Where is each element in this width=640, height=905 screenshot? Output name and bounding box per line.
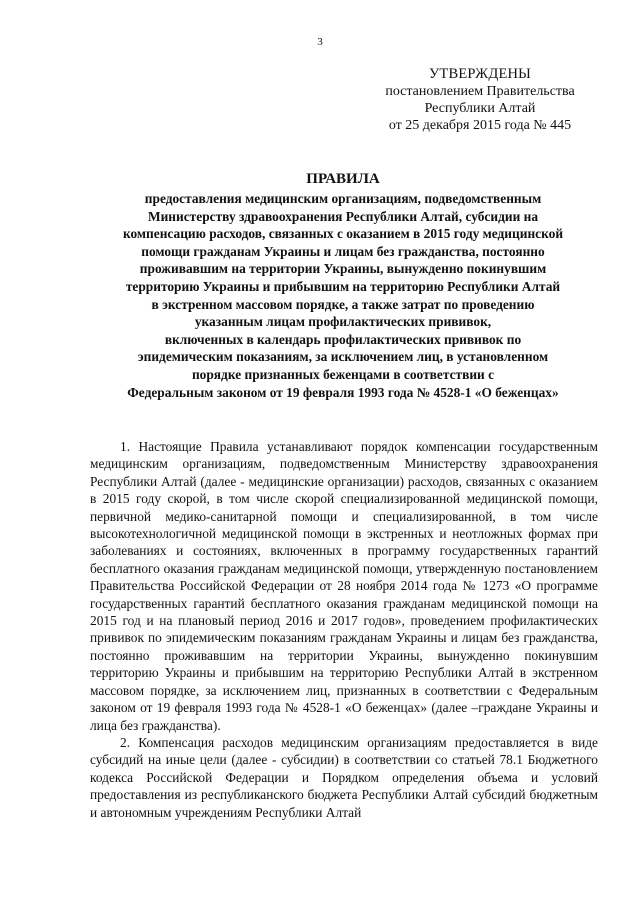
page-number: 3 bbox=[317, 36, 323, 48]
subtitle-line: компенсацию расходов, связанных с оказанием в 2015 году медицинской bbox=[122, 226, 564, 242]
subtitle-line: включенных в календарь профилактических прививок по bbox=[164, 331, 522, 347]
paragraph-1: 1. Настоящие Правила устанавливают порядок компенсации государственным медицинским организациям, подведомственным Министерству здравоохранения Республики Алтай (далее - медицинские организации) расходов, связанных с оказанием в 2015 году скорой, в том числе скорой специализированной медицинской помощи, первичной медико-санитарной помощи и специализированной, в том числе высокотехнологичной медицинской помощи в экстренных и неотложных формах при заболеваниях и состояниях, включенных в программу государственных гарантий бесплатного оказания гражданам медицинской помощи, утвержденную постановлением Правительства Российской Федерации от 28 ноября 2014 года № 1273 «О программе государственных гарантий бесплатного оказания гражданам медицинской помощи на 2015 год и на плановый период 2016 и 2017 годов», проведением профилактических прививок по эпидемическим показаниям гражданам Украины и лицам без гражданства, постоянно проживавшим на территории Украины, вынужденно покинувшим территорию Украины и прибывшим на территорию Республики Алтай в экстренном массовом порядке, за исключением лиц, признанных в соответствии с Федеральным законом от 19 февраля 1993 года № 4528-1 «О беженцах» (далее –граждане Украины и лица без гражданства). bbox=[90, 439, 598, 733]
subtitle-line: Министерству здравоохранения Республики Алтай, субсидии на bbox=[147, 208, 539, 224]
approval-title: УТВЕРЖДЕНЫ bbox=[428, 66, 532, 82]
document-heading bbox=[88, 170, 598, 401]
subtitle-line: эпидемическим показаниям, за исключением лиц, в установленном bbox=[137, 349, 549, 365]
subtitle-line: помощи гражданам Украины и лицам без гражданства, постоянно bbox=[141, 243, 545, 259]
subtitle-line: проживавшим на территории Украины, вынужденно покинувшим bbox=[139, 261, 547, 277]
subtitle-line: порядке признанных беженцами в соответствии с bbox=[191, 366, 495, 382]
document-title: ПРАВИЛА bbox=[306, 171, 380, 187]
approval-line-3: от 25 декабря 2015 года № 445 bbox=[388, 118, 572, 133]
paragraph-2: 2. Компенсация расходов медицинским организациям предоставляется в виде субсидий на иные цели (далее - субсидии) в соответствии со статьей 78.1 Бюджетного кодекса Российской Федерации и Порядком определения объема и условий предоставления из республиканского бюджета Республики Алтай субсидий бюджетным и автономным учреждениям Республики Алтай bbox=[90, 734, 598, 820]
approval-line-2: Республики Алтай bbox=[424, 101, 536, 116]
subtitle-line: указанным лицам профилактических прививок, bbox=[194, 314, 492, 330]
subtitle-line: Федеральным законом от 19 февраля 1993 года № 4528-1 «О беженцах» bbox=[127, 384, 559, 400]
approval-line-1: постановлением Правительства bbox=[385, 84, 575, 99]
approval-stamp-block bbox=[360, 66, 600, 134]
document-body bbox=[90, 438, 598, 821]
subtitle-line: территорию Украины и прибывшим на территорию Республики Алтай bbox=[125, 278, 561, 294]
document-subtitle bbox=[88, 190, 598, 401]
subtitle-line: предоставления медицинским организациям, подведомственным bbox=[144, 191, 542, 206]
subtitle-line: в экстренном массовом порядке, а также затрат по проведению bbox=[151, 296, 535, 312]
